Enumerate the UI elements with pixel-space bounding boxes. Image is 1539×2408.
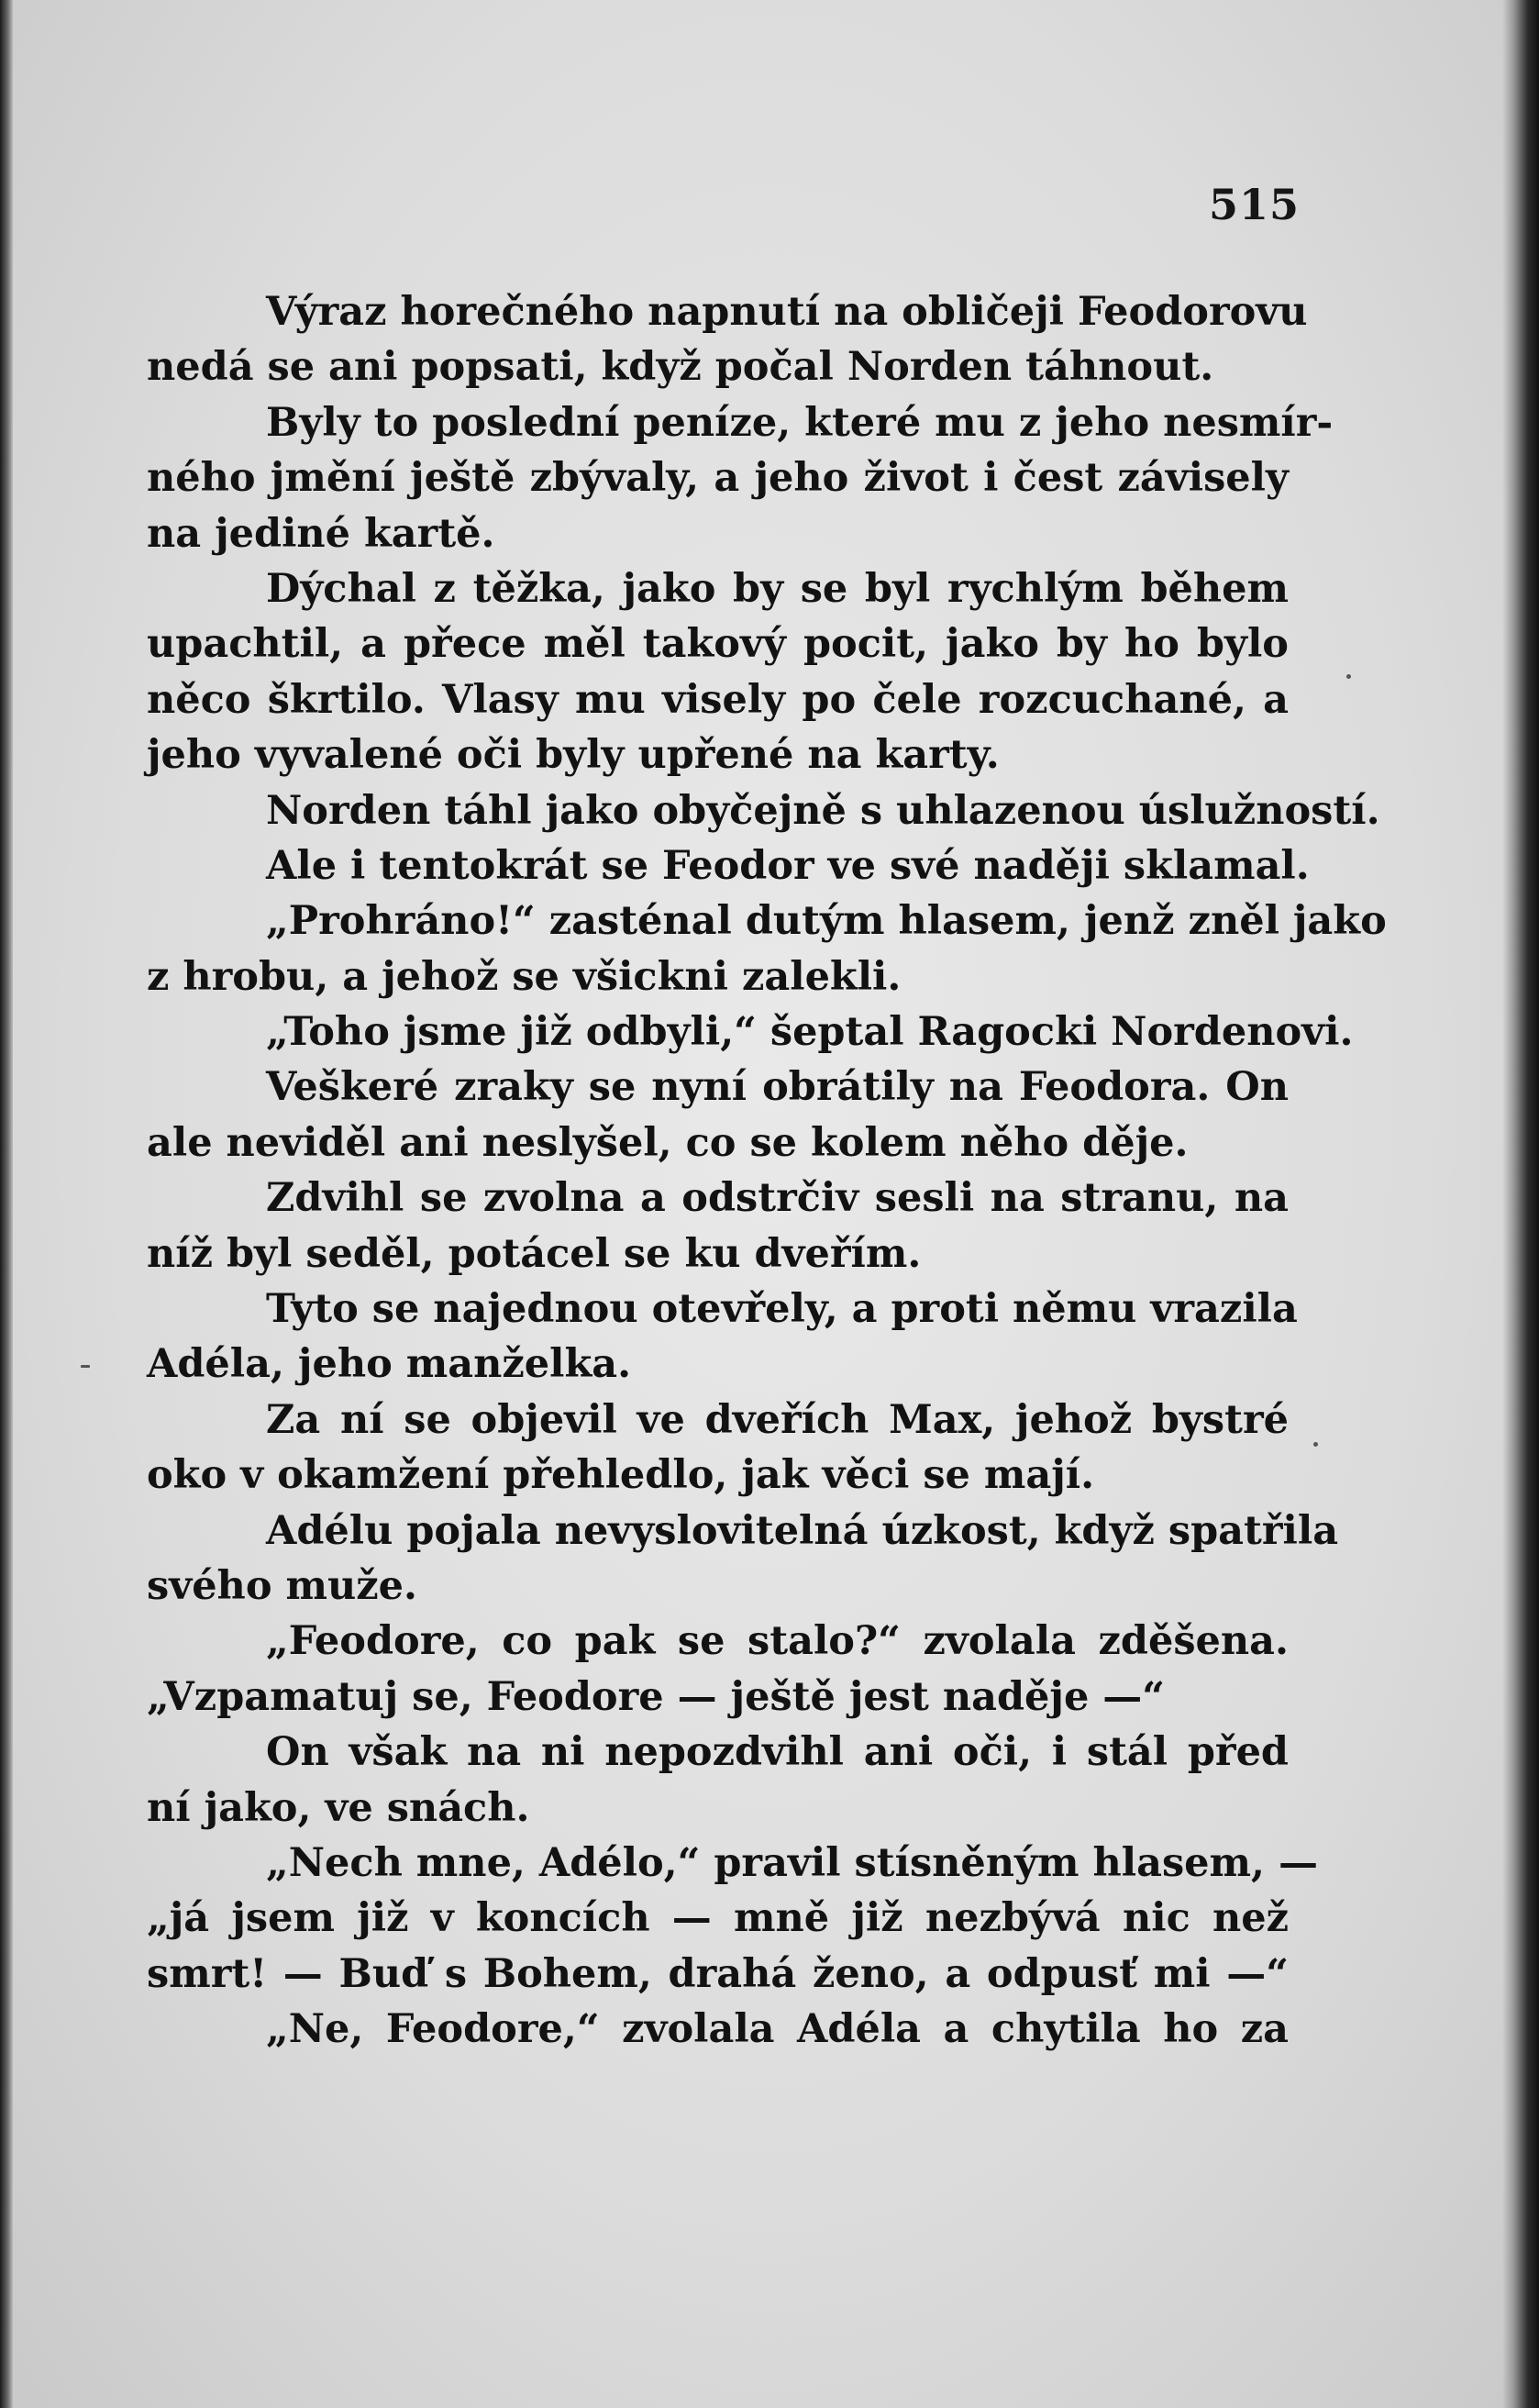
text-line: smrt! — Buď s Bohem, drahá ženo, a odpusť mi —“ — [147, 1950, 1289, 1997]
text-line: „já jsem již v koncích — mně již nezbývá nic než — [147, 1895, 1289, 1942]
text-line: svého muže. — [147, 1562, 417, 1609]
text-line: Veškeré zraky se nyní obrátily na Feodora. On — [266, 1064, 1289, 1111]
text-line: níž byl seděl, potácel se ku dveřím. — [147, 1230, 922, 1277]
text-line: upachtil, a přece měl takový pocit, jako by ho bylo — [147, 621, 1289, 668]
text-line: z hrobu, a jehož se všickni zalekli. — [147, 953, 902, 1000]
paper-speck — [81, 1365, 90, 1368]
text-line: „Nech mne, Adélo,“ pravil stísněným hlasem, — — [266, 1839, 1318, 1886]
text-line: „Feodore, co pak se stalo?“ zvolala zděšena. — [266, 1618, 1289, 1665]
text-line: ného jmění ještě zbývaly, a jeho život i čest závisely — [147, 455, 1289, 502]
page-left-edge — [0, 0, 13, 2408]
text-line: oko v okamžení přehledlo, jak věci se mají. — [147, 1452, 1095, 1499]
text-line: Výraz horečného napnutí na obličeji Feodorovu — [266, 289, 1308, 335]
text-line: ale neviděl ani neslyšel, co se kolem něho děje. — [147, 1119, 1189, 1166]
text-line: „Vzpamatuj se, Feodore — ještě jest naděje —“ — [147, 1673, 1166, 1720]
text-line: nedá se ani popsati, když počal Norden táhnout. — [147, 344, 1214, 391]
text-line: Adélu pojala nevyslovitelná úzkost, když spatřila — [266, 1507, 1339, 1554]
text-line: Za ní se objevil ve dveřích Max, jehož bystré — [266, 1396, 1289, 1443]
text-line: něco škrtilo. Vlasy mu visely po čele rozcuchané, a — [147, 676, 1289, 723]
text-line: jeho vyvalené oči byly upřené na karty. — [147, 732, 1000, 779]
text-line: „Prohráno!“ zasténal dutým hlasem, jenž zněl jako — [266, 898, 1387, 945]
text-line: na jediné kartě. — [147, 510, 495, 557]
text-line: „Toho jsme již odbyli,“ šeptal Ragocki Nordenovi. — [266, 1009, 1354, 1056]
paper-speck — [1346, 674, 1351, 679]
paper-speck — [1313, 1442, 1318, 1447]
text-line: Dýchal z těžka, jako by se byl rychlým během — [266, 565, 1289, 612]
page-number: 515 — [1209, 180, 1301, 229]
text-line: Ale i tentokrát se Feodor ve své naději sklamal. — [266, 842, 1310, 889]
text-line: Byly to poslední peníze, které mu z jeho nesmír- — [266, 399, 1334, 446]
text-line: Zdvihl se zvolna a odstrčiv sesli na stranu, na — [266, 1175, 1289, 1222]
text-line: On však na ni nepozdvihl ani oči, i stál před — [266, 1729, 1289, 1776]
text-line: Norden táhl jako obyčejně s uhlazenou úslužností. — [266, 787, 1380, 834]
text-line: „Ne, Feodore,“ zvolala Adéla a chytila ho za — [266, 2006, 1289, 2053]
text-line: ní jako, ve snách. — [147, 1784, 530, 1831]
body-text — [147, 284, 1387, 2058]
text-line: Tyto se najednou otevřely, a proti němu vrazila — [266, 1286, 1298, 1333]
page-right-edge — [1502, 0, 1539, 2408]
text-line: Adéla, jeho manželka. — [147, 1341, 632, 1388]
